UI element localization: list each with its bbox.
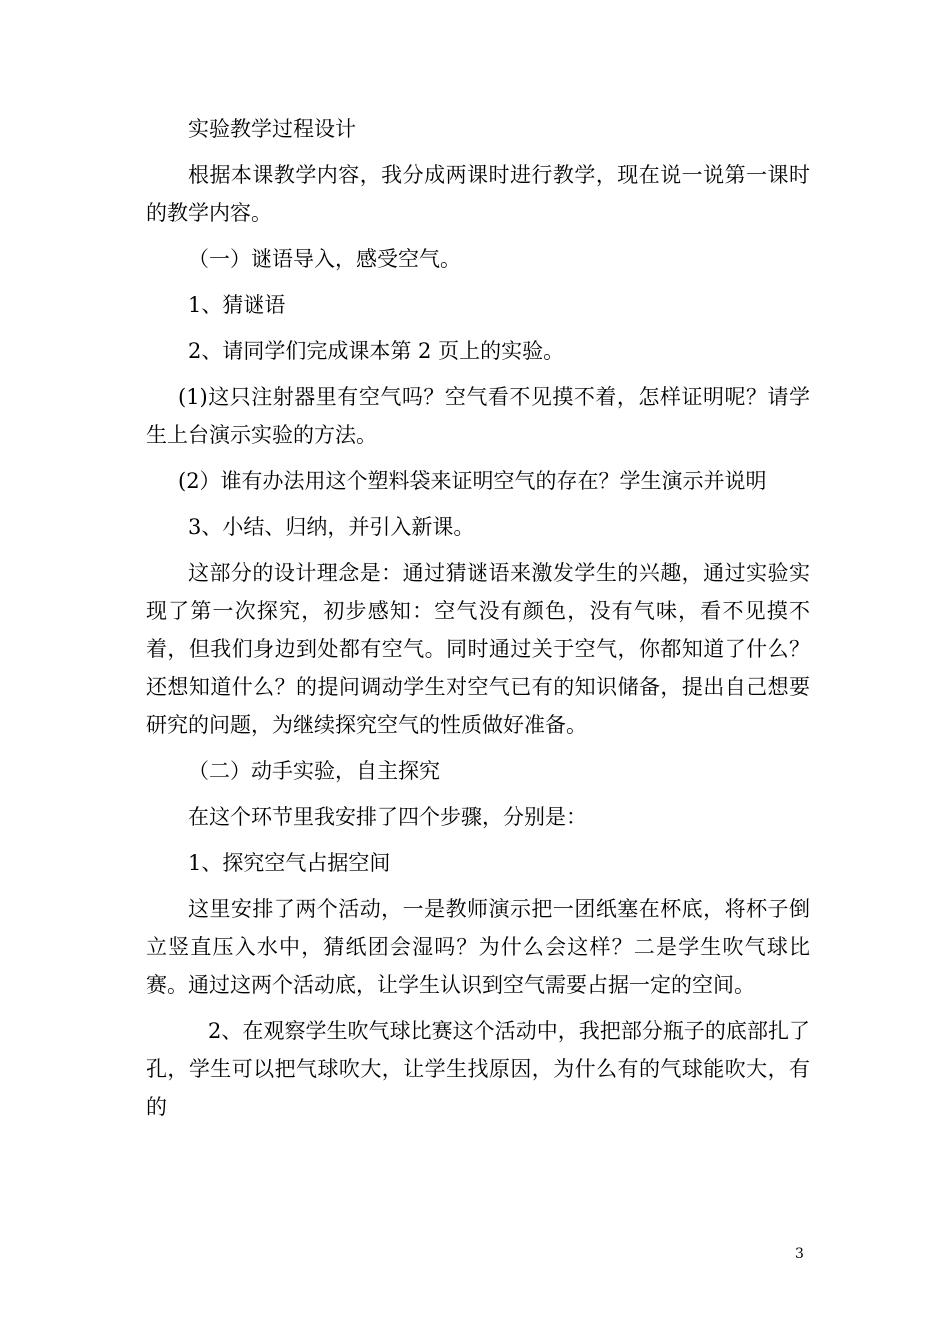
- list-item: (2）谁有办法用这个塑料袋来证明空气的存在？学生演示并说明: [178, 469, 767, 493]
- subsection-heading: （一）谜语导入，感受空气。: [188, 247, 461, 271]
- list-item: (1)这只注射器里有空气吗？空气看不见摸不着，怎样证明呢？请学生上台演示实验的方法。: [146, 385, 810, 447]
- section-heading: 实验教学过程设计: [188, 117, 356, 141]
- paragraph: 这里安排了两个活动，一是教师演示把一团纸塞在杯底，将杯子倒立竖直压入水中，猜纸团会湿吗？为什么会这样？二是学生吹气球比赛。通过这两个活动底，让学生认识到空气需要占据一定的空间。: [146, 897, 810, 997]
- list-item: 3、小结、归纳，并引入新课。: [188, 515, 475, 539]
- page-number: 3: [795, 1246, 804, 1262]
- paragraph: 在这个环节里我安排了四个步骤，分别是：: [188, 805, 587, 829]
- paragraph: 根据本课教学内容，我分成两课时进行教学，现在说一说第一课时的教学内容。: [146, 163, 810, 225]
- paragraph: 2、在观察学生吹气球比赛这个活动中，我把部分瓶子的底部扎了孔，学生可以把气球吹大，让学生找原因，为什么有的气球能吹大，有的: [146, 1019, 810, 1119]
- list-item: 1、探究空气占据空间: [188, 851, 391, 875]
- document-body: [146, 110, 810, 1134]
- list-item: 1、猜谜语: [188, 293, 286, 317]
- list-item: 2、请同学们完成课本第 2 页上的实验。: [188, 339, 565, 363]
- paragraph: 这部分的设计理念是：通过猜谜语来激发学生的兴趣，通过实验实现了第一次探究，初步感知：空气没有颜色，没有气味，看不见摸不着，但我们身边到处都有空气。同时通过关于空气，你都知道了什么？还想知道什么？的提问调动学生对空气已有的知识储备，提出自己想要研究的问题，为继续探究空气的性质做好准备。: [146, 561, 810, 737]
- subsection-heading: （二）动手实验，自主探究: [188, 759, 440, 783]
